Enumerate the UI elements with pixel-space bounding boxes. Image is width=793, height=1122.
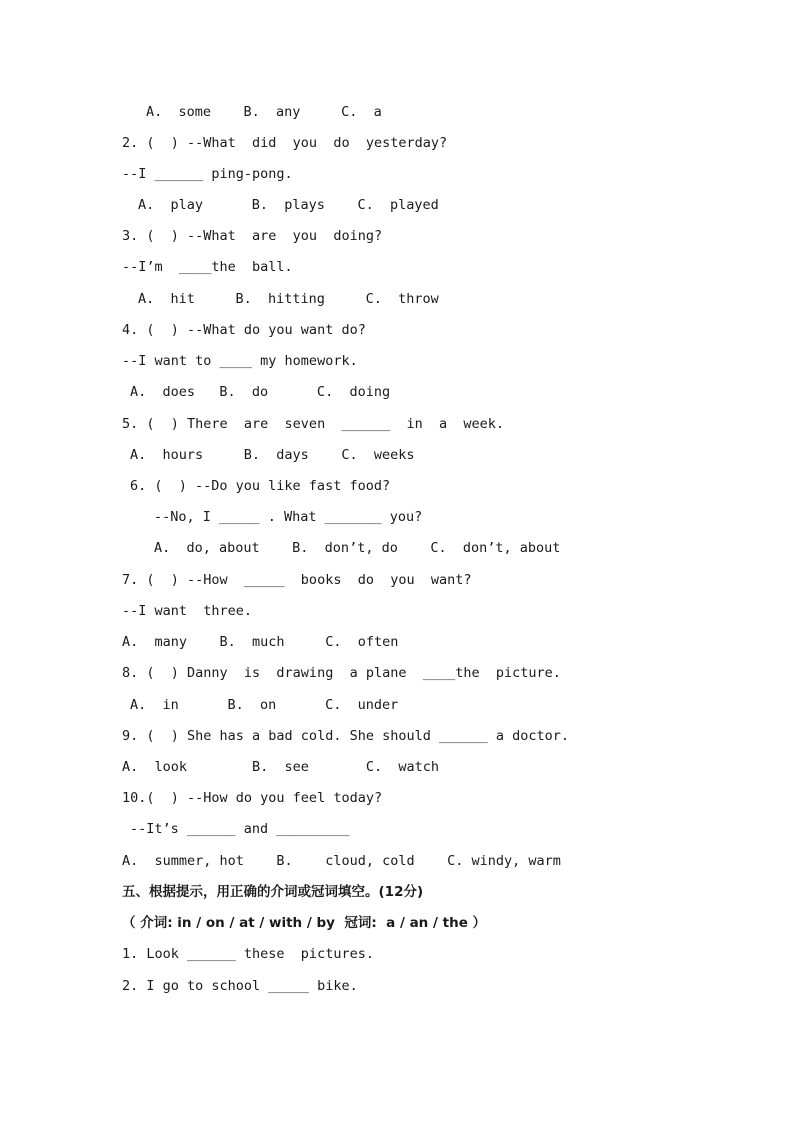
s5-q1: 1. Look ______ these pictures.: [122, 946, 374, 962]
q10-options: A. summer, hot B. cloud, cold C. windy, warm: [122, 853, 561, 869]
q9-question: 9. ( ) She has a bad cold. She should ______ a doctor.: [122, 728, 570, 744]
q7-question: 7. ( ) --How _____ books do you want?: [122, 572, 472, 588]
section5-hint: （ 介词: in / on / at / with / by 冠词: a / an / the ）: [122, 915, 487, 931]
q4-options: A. does B. do C. doing: [130, 384, 391, 400]
q9-options: A. look B. see C. watch: [122, 759, 439, 775]
s5-q2: 2. I go to school _____ bike.: [122, 978, 358, 994]
section5-heading: 五、根据提示，用正确的介词或冠词填空。(12分): [122, 884, 424, 900]
q10-question: 10.( ) --How do you feel today?: [122, 790, 383, 806]
q2-question: 2. ( ) --What did you do yesterday?: [122, 135, 448, 151]
q3-answer-line: --I’m ____the ball.: [122, 259, 293, 275]
q3-options: A. hit B. hitting C. throw: [138, 291, 439, 307]
q3-question: 3. ( ) --What are you doing?: [122, 228, 383, 244]
q2-options: A. play B. plays C. played: [138, 197, 439, 213]
q7-options: A. many B. much C. often: [122, 634, 399, 650]
q10-answer-line: --It’s ______ and _________: [130, 821, 350, 837]
q6-options: A. do, about B. don’t, do C. don’t, about: [154, 540, 561, 556]
q8-options: A. in B. on C. under: [130, 697, 399, 713]
q4-answer-line: --I want to ____ my homework.: [122, 353, 358, 369]
q5-question: 5. ( ) There are seven ______ in a week.: [122, 416, 505, 432]
q6-question: 6. ( ) --Do you like fast food?: [130, 478, 391, 494]
q7-answer-line: --I want three.: [122, 603, 253, 619]
q4-question: 4. ( ) --What do you want do?: [122, 322, 366, 338]
q8-question: 8. ( ) Danny is drawing a plane ____the picture.: [122, 665, 561, 681]
q6-answer-line: --No, I _____ . What _______ you?: [154, 509, 423, 525]
q1-options: A. some B. any C. a: [146, 104, 382, 120]
q2-answer-line: --I ______ ping-pong.: [122, 166, 293, 182]
q5-options: A. hours B. days C. weeks: [130, 447, 415, 463]
